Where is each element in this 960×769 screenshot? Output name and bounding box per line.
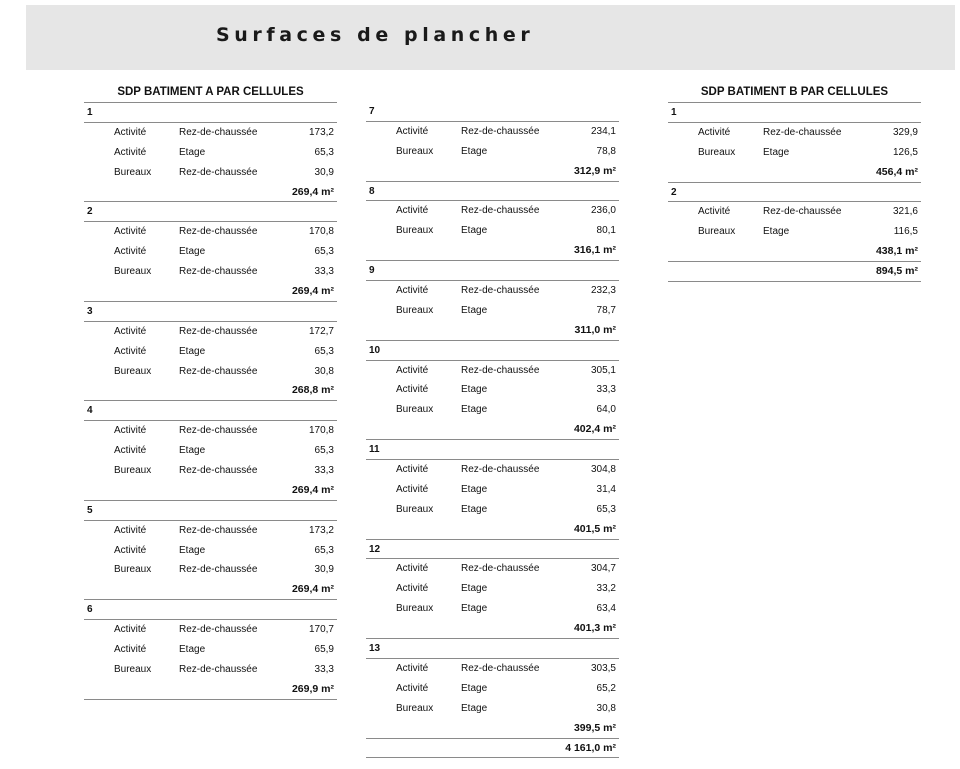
level-label: Etage [461,483,488,495]
table-row [84,640,337,660]
cell-subtotal: 268,8 m² [84,381,337,401]
level-label: Rez-de-chaussée [179,166,258,178]
building-b-total: 894,5 m² [668,262,921,282]
level-label: Rez-de-chaussée [461,285,540,297]
usage-label: Activité [114,624,147,636]
cell-subtotal: 402,4 m² [366,420,619,440]
area-value: 65,3 [314,345,334,357]
level-label: Etage [179,544,206,556]
area-value: 65,3 [314,246,334,258]
cell-number: 1 [84,103,337,123]
area-value: 173,2 [308,524,334,536]
table-row [366,142,619,162]
area-value: 65,3 [314,146,334,158]
table-row [668,143,921,163]
level-label: Etage [461,682,488,694]
table-row [84,342,337,362]
table-row [84,660,337,680]
cell-subtotal: 269,4 m² [84,282,337,302]
cell-number: 9 [366,261,619,281]
usage-label: Activité [396,483,429,495]
cell-number: 8 [366,182,619,202]
cell-subtotal: 312,9 m² [366,162,619,182]
table-row [366,122,619,142]
table-row [84,163,337,183]
table-row [84,421,337,441]
usage-label: Activité [396,125,429,137]
table-row [366,400,619,420]
usage-label: Bureaux [114,266,152,278]
table-row [84,362,337,382]
level-label: Rez-de-chaussée [179,325,258,337]
area-value: 33,3 [596,384,616,396]
table-row [366,380,619,400]
table-row [366,221,619,241]
usage-label: Activité [114,345,147,357]
cell-number: 3 [84,302,337,322]
table-row [84,620,337,640]
level-label: Etage [763,226,790,238]
table-row [366,699,619,719]
table-row [366,480,619,500]
usage-label: Activité [114,325,147,337]
usage-label: Activité [396,364,429,376]
usage-label: Bureaux [396,603,434,615]
area-value: 170,8 [308,226,334,238]
level-label: Rez-de-chaussée [179,524,258,536]
area-value: 303,5 [590,662,616,674]
cell-subtotal: 269,4 m² [84,481,337,501]
level-label: Rez-de-chaussée [179,564,258,576]
usage-label: Activité [114,226,147,238]
table-row [366,579,619,599]
area-value: 78,7 [596,304,616,316]
table-row [668,123,921,143]
level-label: Rez-de-chaussée [461,464,540,476]
usage-label: Activité [114,425,147,437]
usage-label: Activité [396,384,429,396]
area-value: 63,4 [596,603,616,615]
usage-label: Activité [396,583,429,595]
cell-subtotal: 456,4 m² [668,163,921,183]
table-row [84,242,337,262]
level-label: Etage [179,246,206,258]
area-value: 116,5 [893,226,918,238]
cell-subtotal: 269,4 m² [84,183,337,203]
usage-label: Activité [114,246,147,258]
level-label: Rez-de-chaussée [763,126,842,138]
usage-label: Activité [396,285,429,297]
usage-label: Activité [396,464,429,476]
table-row [366,281,619,301]
usage-label: Bureaux [396,404,434,416]
area-value: 30,8 [596,702,616,714]
usage-label: Activité [698,206,731,218]
area-value: 80,1 [596,225,616,237]
usage-label: Activité [114,524,147,536]
cell-number: 5 [84,501,337,521]
usage-label: Bureaux [396,503,434,515]
table-row [84,541,337,561]
cell-number: 6 [84,600,337,620]
table-row [84,461,337,481]
area-value: 33,3 [314,465,334,477]
cell-number: 10 [366,341,619,361]
level-label: Rez-de-chaussée [461,563,540,575]
usage-label: Activité [396,563,429,575]
cell-number: 11 [366,440,619,460]
level-label: Rez-de-chaussée [179,465,258,477]
usage-label: Bureaux [114,663,152,675]
usage-label: Bureaux [114,564,152,576]
cell-number: 1 [668,103,921,123]
level-label: Rez-de-chaussée [179,126,258,138]
cell-subtotal: 311,0 m² [366,321,619,341]
level-label: Rez-de-chaussée [763,206,842,218]
building-a-total: 4 161,0 m² [366,739,619,759]
level-label: Etage [179,146,206,158]
usage-label: Bureaux [396,225,434,237]
table-row [366,559,619,579]
level-label: Etage [179,345,206,357]
usage-label: Activité [114,644,147,656]
building-a-column [84,82,337,700]
area-value: 30,9 [314,166,334,178]
cell-subtotal: 316,1 m² [366,241,619,261]
area-value: 234,1 [590,125,616,137]
level-label: Etage [461,145,488,157]
page-header [26,5,955,70]
cell-number: 4 [84,401,337,421]
area-value: 170,8 [308,425,334,437]
level-label: Etage [461,304,488,316]
level-label: Rez-de-chaussée [179,226,258,238]
table-row [366,301,619,321]
cell-number: 2 [668,183,921,203]
area-value: 236,0 [590,205,616,217]
table-row [84,322,337,342]
level-label: Etage [179,644,206,656]
table-row [84,262,337,282]
usage-label: Activité [114,146,147,158]
level-label: Rez-de-chaussée [461,205,540,217]
area-value: 33,3 [314,266,334,278]
level-label: Rez-de-chaussée [179,624,258,636]
area-value: 30,8 [314,365,334,377]
area-value: 65,3 [314,544,334,556]
level-label: Etage [461,384,488,396]
level-label: Etage [179,445,206,457]
area-value: 30,9 [314,564,334,576]
table-row [84,123,337,143]
area-value: 64,0 [596,404,616,416]
table-row [84,441,337,461]
usage-label: Bureaux [114,166,152,178]
usage-label: Bureaux [396,702,434,714]
usage-label: Bureaux [698,226,736,238]
area-value: 321,6 [892,206,918,218]
usage-label: Activité [396,662,429,674]
area-value: 304,7 [590,563,616,575]
cell-subtotal: 438,1 m² [668,242,921,262]
area-value: 126,5 [892,146,918,158]
area-value: 65,2 [596,682,616,694]
level-label: Etage [461,583,488,595]
table-row [366,500,619,520]
usage-label: Activité [114,544,147,556]
cell-number: 7 [366,102,619,122]
cell-subtotal: 269,4 m² [84,580,337,600]
level-label: Etage [461,603,488,615]
usage-label: Bureaux [698,146,736,158]
area-value: 31,4 [596,483,616,495]
table-row [668,202,921,222]
area-value: 65,9 [314,644,334,656]
cell-subtotal: 401,5 m² [366,520,619,540]
cell-number: 2 [84,202,337,222]
table-row [366,599,619,619]
area-value: 232,3 [590,285,616,297]
building-b-title: SDP BATIMENT B PAR CELLULES [668,82,921,103]
level-label: Rez-de-chaussée [179,266,258,278]
building-b-column [668,82,921,282]
usage-label: Bureaux [114,365,152,377]
cell-number: 12 [366,540,619,560]
area-value: 305,1 [590,364,616,376]
area-value: 33,2 [596,583,616,595]
level-label: Rez-de-chaussée [179,663,258,675]
level-label: Rez-de-chaussée [461,364,540,376]
level-label: Rez-de-chaussée [179,425,258,437]
table-row [84,560,337,580]
table-row [366,460,619,480]
usage-label: Activité [396,205,429,217]
area-value: 65,3 [314,445,334,457]
usage-label: Bureaux [114,465,152,477]
table-row [366,659,619,679]
building-a-title: SDP BATIMENT A PAR CELLULES [84,82,337,103]
cell-number: 13 [366,639,619,659]
level-label: Rez-de-chaussée [461,125,540,137]
usage-label: Bureaux [396,145,434,157]
building-a-continued-column [366,102,619,758]
level-label: Rez-de-chaussée [179,365,258,377]
table-row [84,521,337,541]
level-label: Etage [461,225,488,237]
level-label: Etage [461,503,488,515]
cell-subtotal: 269,9 m² [84,680,337,700]
table-row [84,143,337,163]
area-value: 173,2 [308,126,334,138]
usage-label: Activité [114,445,147,457]
cell-subtotal: 399,5 m² [366,719,619,739]
cell-subtotal: 401,3 m² [366,619,619,639]
area-value: 329,9 [892,126,918,138]
area-value: 170,7 [308,624,334,636]
level-label: Etage [461,404,488,416]
usage-label: Activité [396,682,429,694]
level-label: Rez-de-chaussée [461,662,540,674]
usage-label: Activité [698,126,731,138]
area-value: 78,8 [596,145,616,157]
level-label: Etage [763,146,790,158]
table-row [366,361,619,381]
usage-label: Activité [114,126,147,138]
area-value: 172,7 [308,325,334,337]
table-row [366,201,619,221]
table-row [366,679,619,699]
page-title: Surfaces de plancher [216,24,535,46]
level-label: Etage [461,702,488,714]
area-value: 33,3 [314,663,334,675]
usage-label: Bureaux [396,304,434,316]
area-value: 304,8 [590,464,616,476]
table-row [84,222,337,242]
area-value: 65,3 [596,503,616,515]
table-row [668,222,921,242]
